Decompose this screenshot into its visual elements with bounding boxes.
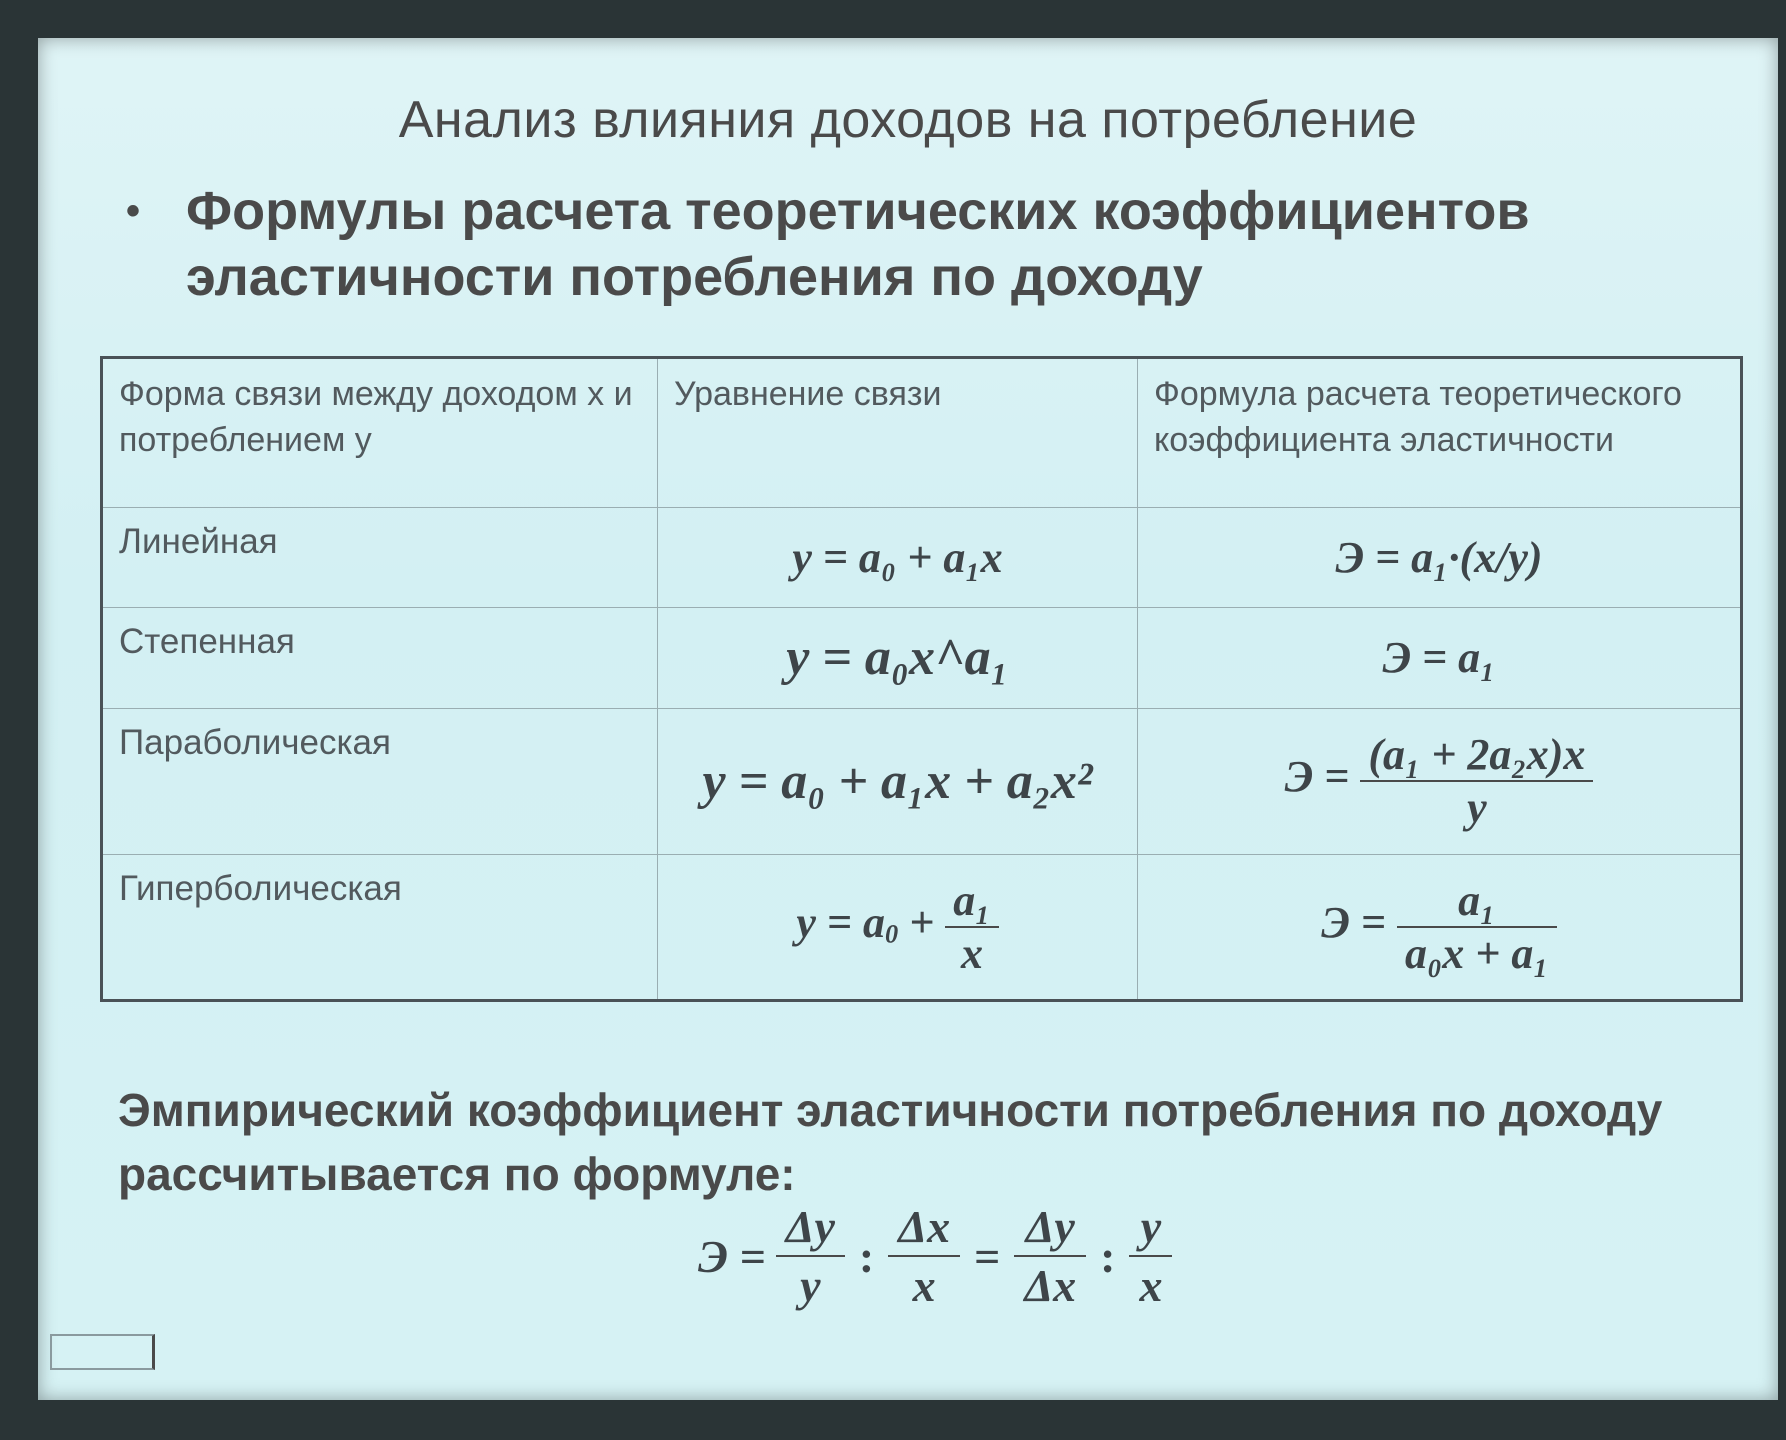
bullet-line-2: эластичности потребления по доходу [186, 247, 1203, 307]
fraction-numerator: a₁ [1397, 875, 1557, 928]
equation-linear: y = a₀ + a₁x [658, 508, 1138, 608]
slide-nav-control[interactable] [50, 1334, 155, 1370]
bullet-point [126, 178, 1658, 310]
elasticity-hyperbolic-lhs: Э = [1321, 897, 1386, 947]
empirical-formula [698, 1186, 1298, 1326]
table-row [102, 608, 1742, 708]
elasticity-power: Э = a₁ [1138, 608, 1742, 708]
row-kind-power: Степенная [102, 608, 658, 708]
formula-colon-1: : [858, 1230, 875, 1282]
elasticity-linear: Э = a₁·(x/y) [1138, 508, 1742, 608]
bullet-dot-icon: • [126, 189, 141, 233]
fraction-denominator: a₀x + a₁ [1404, 928, 1549, 978]
fraction-denominator: x [912, 1260, 936, 1311]
table-row [102, 854, 1742, 1000]
fraction-numerator: a₁ [945, 875, 998, 928]
formula-fraction-1 [776, 1198, 845, 1314]
table-header-row [102, 358, 1742, 508]
table-row [102, 708, 1742, 854]
equation-hyperbolic-lhs: $y = a_0$ + [796, 897, 935, 949]
header-elasticity: Формула расчета теоретического коэффициента эластичности [1138, 358, 1742, 508]
fraction-numerator: (a₁ + 2a₂x)x [1360, 729, 1593, 782]
formula-lhs: Э = [698, 1230, 766, 1282]
formula-colon-2: : [1100, 1230, 1116, 1282]
equation-hyperbolic [658, 854, 1138, 1000]
equation-hyperbolic-fraction [945, 875, 998, 979]
row-kind-parabolic: Параболическая [102, 708, 658, 854]
fraction-denominator: x [1139, 1260, 1163, 1311]
formula-fraction-2 [888, 1198, 960, 1314]
note-line-2: рассчитывается по формуле: [118, 1148, 796, 1200]
fraction-numerator: Δy [1014, 1198, 1086, 1257]
fraction-numerator: Δx [888, 1198, 960, 1257]
fraction-denominator: Δx [1024, 1260, 1077, 1311]
slide-title: Анализ влияния доходов на потребление [398, 91, 1418, 149]
formula-fraction-3 [1014, 1198, 1086, 1314]
header-equation: Уравнение связи [658, 358, 1138, 508]
elasticity-table [100, 356, 1743, 1002]
elasticity-parabolic [1138, 708, 1742, 854]
elasticity-parabolic-fraction [1360, 729, 1593, 833]
formula-fraction-4 [1129, 1198, 1172, 1314]
fraction-numerator: Δy [776, 1198, 845, 1257]
elasticity-hyperbolic-fraction [1397, 875, 1557, 979]
note-line-1: Эмпирический коэффициент эластичности потребления по доходу [118, 1084, 1663, 1136]
header-form: Форма связи между доходом x и потреблением y [102, 358, 658, 508]
equation-power: y = a₀x^a₁ [658, 608, 1138, 708]
row-kind-linear: Линейная [102, 508, 658, 608]
row-kind-hyperbolic: Гиперболическая [102, 854, 658, 1000]
table-row [102, 508, 1742, 608]
fraction-numerator: y [1129, 1198, 1172, 1257]
projector-screen [38, 38, 1778, 1400]
fraction-denominator: y [800, 1260, 821, 1311]
equation-parabolic: y = a₀ + a₁x + a₂x² [658, 708, 1138, 854]
bullet-line-1: Формулы расчета теоретических коэффициентов [186, 181, 1530, 241]
fraction-denominator: y [1467, 783, 1487, 833]
elasticity-hyperbolic [1138, 854, 1742, 1000]
formula-equals: = [974, 1230, 1001, 1282]
elasticity-parabolic-lhs: Э = [1284, 752, 1350, 802]
fraction-denominator: x [960, 928, 983, 978]
